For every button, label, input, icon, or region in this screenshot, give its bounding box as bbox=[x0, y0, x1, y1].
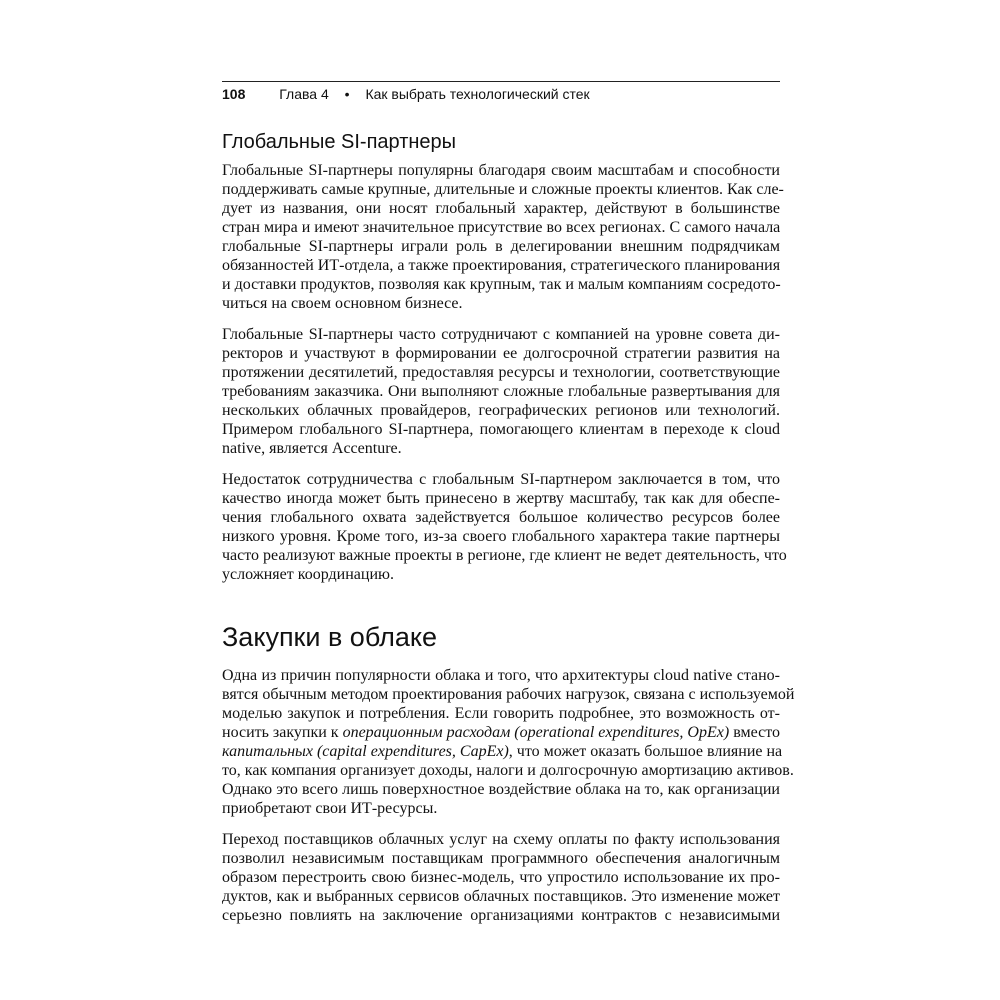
text-line: native, является Accenture. bbox=[222, 440, 402, 457]
book-page bbox=[222, 0, 795, 1000]
text-line: часто реализуют важные проекты в регионе, где клиент не ведет деятельность, что bbox=[222, 547, 787, 564]
text-line: Глобальные SI-партнеры популярны благодаря своим масштабам и способности bbox=[222, 162, 780, 179]
text-line: дуктов, как и выбранных сервисов облачных поставщиков. Это изменение может bbox=[222, 888, 780, 905]
text-line: Одна из причин популярности облака и того, что архитектуры cloud native стано- bbox=[222, 667, 780, 684]
text-line: низкого уровня. Кроме того, из-за своего глобального характера такие партнеры bbox=[222, 528, 780, 545]
text-line: и доставки продуктов, позволяя как крупным, так и малым компаниям сосредото- bbox=[222, 276, 781, 293]
text-line: качество иногда может быть принесено в жертву масштабу, так как для обеспе- bbox=[222, 490, 780, 507]
italic-term-opex: операционным расходам (operational expenditures, OpEx) bbox=[342, 724, 730, 741]
text-line: чения глобального охвата задействуется большое количество ресурсов более bbox=[222, 509, 780, 526]
text-line: то, как компания организует доходы, налоги и долгосрочную амортизацию активов. bbox=[222, 762, 794, 779]
text-line: Однако это всего лишь поверхностное воздействие облака на то, как организации bbox=[222, 781, 780, 798]
text-line: образом перестроить свою бизнес-модель, что упростило использование их про- bbox=[222, 869, 780, 886]
section-heading-cloud-procurement: Закупки в облаке bbox=[222, 622, 437, 652]
paragraph-4 bbox=[222, 666, 795, 818]
text-line: читься на своем основном бизнесе. bbox=[222, 295, 463, 312]
text-line: ректоров и участвуют в формировании ее долгосрочной стратегии развития на bbox=[222, 345, 780, 362]
text-line: моделью закупок и потребления. Если говорить подробнее, это возможность от- bbox=[222, 705, 780, 722]
paragraph-3 bbox=[222, 470, 787, 584]
text-line-mixed bbox=[222, 742, 783, 761]
text-line-mixed bbox=[222, 723, 780, 742]
text-line: обязанностей ИТ-отдела, а также проектирования, стратегического планирования bbox=[222, 257, 781, 274]
text-line: протяжении десятилетий, предоставляя ресурсы и технологии, соответствующие bbox=[222, 364, 780, 381]
text-run: носить закупки к bbox=[222, 724, 343, 741]
chapter-label: Глава 4 bbox=[279, 86, 329, 102]
text-line: Примером глобального SI-партнера, помогающего клиентам в переходе к cloud bbox=[222, 421, 780, 438]
page-number: 108 bbox=[222, 86, 246, 102]
text-line: стран мира и имеют значительное присутствие во всех регионах. С самого начала bbox=[222, 219, 781, 236]
header-rule bbox=[222, 81, 780, 82]
text-line: усложняет координацию. bbox=[222, 566, 394, 583]
section-heading-global-si: Глобальные SI-партнеры bbox=[222, 131, 457, 153]
paragraph-5 bbox=[222, 830, 780, 925]
text-line: поддерживать самые крупные, длительные и сложные проекты клиентов. Как сле- bbox=[222, 181, 784, 198]
text-line: Недостаток сотрудничества с глобальным SI-партнером заключается в том, что bbox=[222, 471, 780, 488]
text-line: позволил независимым поставщикам программного обеспечения аналогичным bbox=[222, 850, 780, 867]
text-line: приобретают свои ИТ-ресурсы. bbox=[222, 800, 438, 817]
paragraph-2 bbox=[222, 325, 780, 458]
text-line: Переход поставщиков облачных услуг на схему оплаты по факту использования bbox=[222, 831, 780, 848]
text-run: вместо bbox=[729, 724, 780, 741]
text-line: дует из названия, они носят глобальный характер, действуют в большинстве bbox=[222, 200, 780, 217]
text-line: требованиям заказчика. Они выполняют сложные глобальные развертывания для bbox=[222, 383, 780, 400]
text-line: глобальные SI-партнеры играли роль в делегировании внешним подрядчикам bbox=[222, 238, 780, 255]
text-line: вятся обычным методом проектирования рабочих нагрузок, связана с используемой bbox=[222, 686, 795, 703]
chapter-title: Как выбрать технологический стек bbox=[365, 86, 590, 102]
paragraph-1 bbox=[222, 161, 784, 313]
text-line: серьезно повлиять на заключение организациями контрактов с независимыми bbox=[222, 907, 780, 924]
running-header bbox=[222, 86, 780, 108]
text-run: , что может оказать большое влияние на bbox=[508, 743, 783, 760]
text-line: Глобальные SI-партнеры часто сотрудничают с компанией на уровне совета ди- bbox=[222, 326, 780, 343]
italic-term-capex: капитальных (capital expenditures, CapEx) bbox=[222, 743, 509, 760]
header-bullet: • bbox=[344, 86, 350, 102]
text-line: нескольких облачных провайдеров, географических регионов или технологий. bbox=[222, 402, 780, 419]
